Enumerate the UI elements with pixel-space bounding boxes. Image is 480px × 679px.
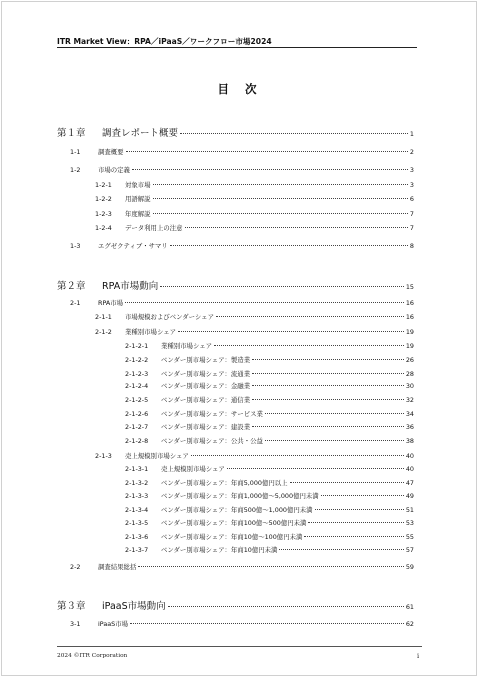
toc-entry[interactable] — [125, 518, 414, 527]
toc-entry-page: 1 — [409, 130, 414, 138]
toc-entry[interactable] — [70, 147, 414, 156]
toc-entry-title: データ利用上の注意 — [125, 224, 183, 232]
toc-entry[interactable] — [125, 545, 414, 554]
toc-entry-title: 売上規模別市場シェア — [161, 465, 225, 473]
toc-entry-number: 2-1-3-3 — [125, 492, 149, 500]
toc-entry-number: 2-1-2-3 — [125, 370, 149, 378]
toc-entry-number: 第３章 — [57, 601, 86, 612]
dot-leader — [216, 316, 404, 317]
dot-leader — [214, 345, 404, 346]
toc-entry[interactable] — [125, 422, 414, 431]
dot-leader — [279, 549, 403, 550]
toc-entry-title: ベンダー別市場シェア：年商500億～1,000億円未満 — [161, 506, 313, 514]
toc-entry-page: 49 — [405, 492, 414, 500]
dot-leader — [132, 169, 408, 170]
toc-entry-number: 1-3 — [70, 242, 81, 250]
toc-entry[interactable] — [57, 125, 414, 139]
toc-entry-title: ベンダー別市場シェア：年商100億～500億円未満 — [161, 519, 307, 527]
toc-entry[interactable] — [70, 241, 414, 250]
dot-leader — [180, 133, 408, 134]
toc-entry-page: 7 — [409, 224, 414, 232]
toc-entry-page: 19 — [405, 328, 414, 336]
toc-entry-number: 2-1-3 — [95, 452, 112, 460]
toc-entry-title: 調査概要 — [98, 148, 124, 156]
toc-entry[interactable] — [125, 478, 414, 487]
dot-leader — [315, 509, 404, 510]
toc-entry-title: ベンダー別市場シェア：建設業 — [161, 423, 251, 431]
dot-leader — [138, 566, 404, 567]
toc-entry-number: 2-1-2-1 — [125, 342, 149, 350]
toc-entry-title: ベンダー別市場シェア：金融業 — [161, 382, 251, 390]
toc-entry-title: ベンダー別市場シェア：年商1,000億～5,000億円未満 — [161, 492, 319, 500]
toc-entry-number: 1-2-1 — [95, 181, 112, 189]
dot-leader — [252, 399, 404, 400]
toc-entry-page: 59 — [405, 563, 414, 571]
dot-leader — [160, 286, 404, 287]
toc-entry-number: 2-1-3-1 — [125, 465, 149, 473]
footer-page-number: i — [417, 652, 420, 660]
toc-entry-page: 53 — [405, 519, 414, 527]
dot-leader — [308, 522, 403, 523]
toc-entry-title: ベンダー別市場シェア：サービス業 — [161, 410, 263, 418]
dot-leader — [168, 606, 404, 607]
dot-leader — [304, 536, 403, 537]
toc-entry[interactable] — [95, 451, 414, 460]
toc-entry[interactable] — [95, 223, 414, 232]
toc-entry-title: 対象市場 — [125, 181, 151, 189]
toc-entry-page: 28 — [405, 370, 414, 378]
toc-entry[interactable] — [125, 409, 414, 418]
toc-entry-number: 2-1 — [70, 299, 81, 307]
toc-entry-number: 1-2 — [70, 166, 81, 174]
toc-entry-title: 市場の定義 — [98, 166, 130, 174]
toc-entry[interactable] — [70, 562, 414, 571]
toc-entry[interactable] — [95, 312, 414, 321]
toc-entry[interactable] — [70, 298, 414, 307]
toc-entry-title: ベンダー別市場シェア：製造業 — [161, 356, 251, 364]
toc-entry-number: 2-1-2-4 — [125, 382, 149, 390]
toc-entry-title: 市場規模およびベンダーシェア — [125, 313, 214, 321]
toc-entry-title: RPA市場 — [98, 299, 124, 307]
dot-leader — [170, 245, 408, 246]
toc-entry[interactable] — [125, 369, 414, 378]
toc-entry-page: 16 — [405, 299, 414, 307]
toc-entry-title: iPaaS市場 — [98, 620, 129, 628]
toc-entry[interactable] — [95, 209, 414, 218]
toc-entry-title: RPA市場動向 — [102, 281, 159, 292]
toc-entry-title: 業種別市場シェア — [161, 342, 212, 350]
toc-entry-page: 30 — [405, 382, 414, 390]
toc-entry-title: 調査結果総括 — [98, 563, 137, 571]
toc-entry-number: 1-2-4 — [95, 224, 112, 232]
toc-entry-number: 2-2 — [70, 563, 81, 571]
toc-entry-number: 3-1 — [70, 620, 81, 628]
footer-copyright: 2024 ©ITR Corporation — [57, 653, 128, 659]
toc-entry-number: 2-1-3-5 — [125, 519, 149, 527]
dot-leader — [290, 482, 404, 483]
toc-entry-title: ベンダー別市場シェア：流通業 — [161, 370, 251, 378]
toc-entry-number: 2-1-2-6 — [125, 410, 149, 418]
toc-entry-number: 2-1-3-4 — [125, 506, 149, 514]
dot-leader — [178, 331, 404, 332]
toc-entry-number: 2-1-3-2 — [125, 479, 149, 487]
toc-entry-page: 61 — [405, 603, 414, 611]
toc-entry-number: 第２章 — [57, 281, 86, 292]
dot-leader — [153, 198, 408, 199]
toc-entry[interactable] — [95, 327, 414, 336]
toc-entry-page: 6 — [409, 195, 414, 203]
toc-entry-title: ベンダー別市場シェア：年商5,000億円以上 — [161, 479, 288, 487]
toc-entry-number: 2-1-3-6 — [125, 533, 149, 541]
toc-entry-number: 1-1 — [70, 148, 81, 156]
toc-entry-page: 32 — [405, 396, 414, 404]
toc-entry[interactable] — [125, 395, 414, 404]
toc-entry[interactable] — [125, 464, 414, 473]
dot-leader — [252, 359, 404, 360]
running-header: ITR Market View：RPA／iPaaS／ワークフロー市場2024 — [57, 37, 272, 46]
toc-entry-number: 2-1-2-2 — [125, 356, 149, 364]
toc-entry-title: 年度解説 — [125, 210, 151, 218]
toc-entry-number: 2-1-2-5 — [125, 396, 149, 404]
dot-leader — [252, 426, 404, 427]
toc-entry-title: ベンダー別市場シェア：年商10億～100億円未満 — [161, 533, 303, 541]
toc-entry-page: 51 — [405, 506, 414, 514]
toc-entry-page: 15 — [405, 283, 414, 291]
toc-entry-title: 調査レポート概要 — [102, 128, 179, 139]
toc-entry-number: 2-1-2 — [95, 328, 112, 336]
toc-entry-page: 3 — [409, 166, 414, 174]
dot-leader — [185, 227, 408, 228]
footer-rule — [57, 646, 422, 647]
toc-entry-page: 34 — [405, 410, 414, 418]
dot-leader — [130, 623, 404, 624]
dot-leader — [227, 468, 404, 469]
toc-entry-title: 売上規模別市場シェア — [125, 452, 189, 460]
toc-entry-title: 用語解説 — [125, 195, 151, 203]
toc-entry[interactable] — [125, 381, 414, 390]
dot-leader — [191, 455, 404, 456]
toc-entry-page: 40 — [405, 465, 414, 473]
toc-entry-number: 2-1-2-7 — [125, 423, 149, 431]
toc-entry-number: 2-1-3-7 — [125, 546, 149, 554]
dot-leader — [252, 373, 404, 374]
toc-entry-page: 47 — [405, 479, 414, 487]
toc-entry[interactable] — [125, 355, 414, 364]
toc-entry-page: 16 — [405, 313, 414, 321]
dot-leader — [265, 413, 404, 414]
toc-entry[interactable] — [125, 491, 414, 500]
dot-leader — [321, 495, 404, 496]
toc-entry[interactable] — [70, 165, 414, 174]
toc-entry-page: 2 — [409, 148, 414, 156]
dot-leader — [125, 302, 404, 303]
toc-entry-number: 1-2-2 — [95, 195, 112, 203]
toc-entry-title: ベンダー別市場シェア：年商10億円未満 — [161, 546, 278, 554]
toc-entry-page: 57 — [405, 546, 414, 554]
toc-entry-title: ベンダー別市場シェア：公共・公益 — [161, 437, 263, 445]
toc-entry-page: 38 — [405, 437, 414, 445]
toc-entry-number: 2-1-1 — [95, 313, 112, 321]
dot-leader — [153, 213, 408, 214]
toc-entry[interactable] — [125, 532, 414, 541]
toc-entry-page: 8 — [409, 242, 414, 250]
toc-entry[interactable] — [95, 194, 414, 203]
dot-leader — [126, 151, 408, 152]
toc-entry[interactable] — [125, 436, 414, 445]
toc-entry-page: 3 — [409, 181, 414, 189]
dot-leader — [153, 184, 408, 185]
toc-entry-title: 業種別市場シェア — [125, 328, 176, 336]
toc-entry[interactable] — [57, 598, 414, 612]
toc-entry-page: 62 — [405, 620, 414, 628]
toc-entry[interactable] — [125, 341, 414, 350]
toc-entry-page: 40 — [405, 452, 414, 460]
toc-entry-title: ベンダー別市場シェア：通信業 — [161, 396, 251, 404]
toc-entry-page: 7 — [409, 210, 414, 218]
toc-entry-title: エグゼクティブ・サマリ — [98, 242, 168, 250]
toc-entry-number: 2-1-2-8 — [125, 437, 149, 445]
toc-entry-page: 36 — [405, 423, 414, 431]
toc-entry-number: 1-2-3 — [95, 210, 112, 218]
toc-entry-page: 19 — [405, 342, 414, 350]
toc-entry-title: iPaaS市場動向 — [102, 601, 166, 612]
toc-entry[interactable] — [125, 505, 414, 514]
toc-entry[interactable] — [95, 180, 414, 189]
toc-entry[interactable] — [70, 619, 414, 628]
toc-entry-page: 55 — [405, 533, 414, 541]
dot-leader — [265, 440, 404, 441]
toc-entry-page: 26 — [405, 356, 414, 364]
dot-leader — [252, 385, 404, 386]
toc-entry-number: 第１章 — [57, 128, 86, 139]
toc-title: 目 次 — [217, 82, 263, 96]
toc-entry[interactable] — [57, 278, 414, 292]
